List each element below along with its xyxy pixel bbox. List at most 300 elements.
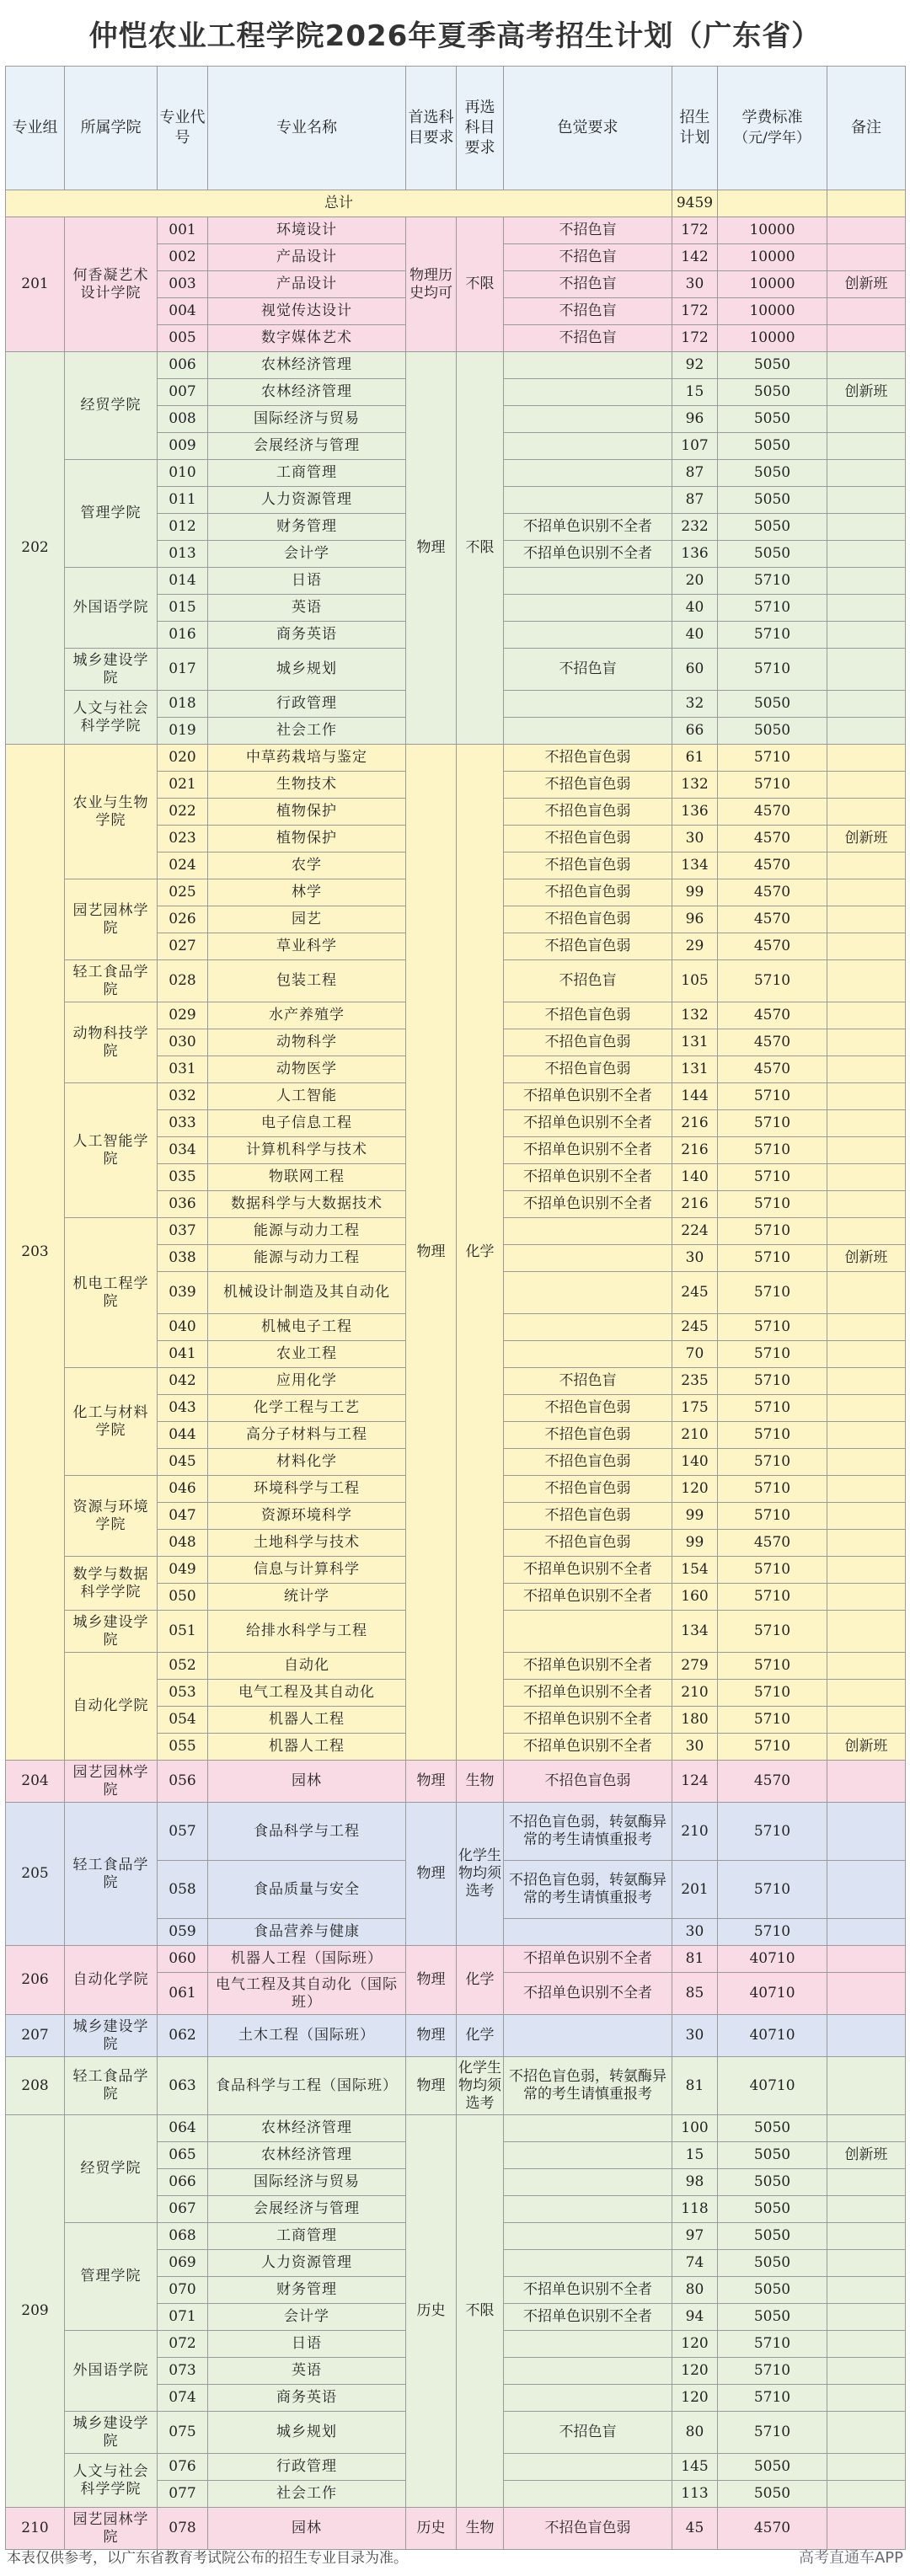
color-vision-cell: [504, 2385, 672, 2412]
color-vision-cell: 不招色盲色弱: [504, 1530, 672, 1557]
college-cell: 城乡建设学院: [65, 2412, 158, 2454]
major-cell: 园林: [208, 1761, 406, 1803]
code-cell: 050: [158, 1584, 208, 1611]
plan-cell: 15: [672, 379, 718, 406]
color-vision-cell: [504, 2454, 672, 2481]
plan-cell: 66: [672, 718, 718, 745]
code-cell: 045: [158, 1449, 208, 1476]
group-cell: 205: [6, 1803, 65, 1946]
note-cell: [827, 1314, 906, 1341]
major-cell: 社会工作: [208, 718, 406, 745]
plan-cell: 201: [672, 1861, 718, 1919]
fee-cell: 5050: [718, 2454, 827, 2481]
header-fee-unit: （元/学年）: [734, 130, 811, 147]
color-vision-cell: 不招单色识别不全者: [504, 2304, 672, 2331]
group-cell: 204: [6, 1761, 65, 1803]
plan-cell: 70: [672, 1341, 718, 1368]
plan-cell: 131: [672, 1029, 718, 1056]
college-cell: 城乡建设学院: [65, 1611, 158, 1653]
note-cell: 创新班: [827, 271, 906, 298]
major-cell: 动物医学: [208, 1056, 406, 1083]
header-note: 备注: [827, 67, 906, 190]
major-cell: 动物科学: [208, 1029, 406, 1056]
note-cell: [827, 745, 906, 772]
fee-cell: 5710: [718, 1734, 827, 1761]
code-cell: 042: [158, 1368, 208, 1395]
note-cell: [827, 960, 906, 1002]
code-cell: 015: [158, 595, 208, 622]
color-vision-cell: [504, 1341, 672, 1368]
code-cell: 025: [158, 879, 208, 906]
major-cell: 产品设计: [208, 244, 406, 271]
plan-cell: 20: [672, 568, 718, 595]
code-cell: 008: [158, 406, 208, 433]
plan-cell: 45: [672, 2508, 718, 2550]
fee-cell: 4570: [718, 1029, 827, 1056]
code-cell: 065: [158, 2142, 208, 2169]
major-cell: 农林经济管理: [208, 2115, 406, 2142]
plan-cell: 99: [672, 1503, 718, 1530]
color-vision-cell: 不招单色识别不全者: [504, 1137, 672, 1164]
color-vision-cell: [504, 1218, 672, 1245]
plan-cell: 175: [672, 1395, 718, 1422]
fee-cell: 5050: [718, 514, 827, 541]
note-cell: [827, 433, 906, 460]
note-cell: [827, 1395, 906, 1422]
fee-cell: 5710: [718, 2385, 827, 2412]
fee-cell: 5710: [718, 1584, 827, 1611]
color-vision-cell: 不招单色识别不全者: [504, 541, 672, 568]
note-cell: [827, 2481, 906, 2508]
color-vision-cell: 不招单色识别不全者: [504, 1191, 672, 1218]
plan-cell: 120: [672, 2358, 718, 2385]
code-cell: 043: [158, 1395, 208, 1422]
fee-cell: 10000: [718, 271, 827, 298]
major-cell: 城乡规划: [208, 649, 406, 691]
color-vision-cell: 不招色盲色弱: [504, 2508, 672, 2550]
major-cell: 园艺: [208, 906, 406, 933]
color-vision-cell: [504, 1919, 672, 1946]
fee-cell: 40710: [718, 2057, 827, 2115]
college-cell: 外国语学院: [65, 2331, 158, 2412]
college-cell: 数学与数据科学学院: [65, 1557, 158, 1611]
color-vision-cell: [504, 1245, 672, 1272]
plan-cell: 131: [672, 1056, 718, 1083]
first-subject-cell: 物理: [406, 2057, 457, 2115]
plan-cell: 216: [672, 1110, 718, 1137]
major-cell: 机械设计制造及其自动化: [208, 1272, 406, 1314]
code-cell: 009: [158, 433, 208, 460]
second-subject-cell: 化学: [457, 1946, 504, 2015]
plan-cell: 140: [672, 1449, 718, 1476]
plan-cell: 210: [672, 1680, 718, 1707]
fee-cell: 5050: [718, 487, 827, 514]
fee-cell: 5050: [718, 433, 827, 460]
note-cell: [827, 1110, 906, 1137]
page-title: 仲恺农业工程学院2026年夏季高考招生计划（广东省）: [88, 19, 822, 53]
color-vision-cell: [504, 406, 672, 433]
college-cell: 化工与材料学院: [65, 1368, 158, 1476]
plan-cell: 30: [672, 826, 718, 852]
plan-cell: 160: [672, 1584, 718, 1611]
color-vision-cell: 不招色盲: [504, 298, 672, 325]
note-cell: [827, 487, 906, 514]
major-cell: 机器人工程: [208, 1707, 406, 1734]
plan-cell: 60: [672, 649, 718, 691]
table-row: [6, 352, 906, 379]
fee-cell: 4570: [718, 933, 827, 960]
fee-cell: 5050: [718, 2250, 827, 2277]
code-cell: 012: [158, 514, 208, 541]
color-vision-cell: [504, 379, 672, 406]
fee-cell: 5710: [718, 622, 827, 649]
code-cell: 066: [158, 2169, 208, 2196]
fee-cell: 5710: [718, 1449, 827, 1476]
plan-cell: 210: [672, 1803, 718, 1861]
major-cell: 食品科学与工程: [208, 1803, 406, 1861]
note-cell: [827, 1002, 906, 1029]
table-row: [6, 1761, 906, 1803]
first-subject-cell: 物理历史均可: [406, 217, 457, 352]
code-cell: 061: [158, 1973, 208, 2015]
plan-cell: 144: [672, 1083, 718, 1110]
fee-cell: 10000: [718, 244, 827, 271]
plan-cell: 120: [672, 2385, 718, 2412]
major-cell: 会展经济与管理: [208, 2196, 406, 2223]
fee-cell: 5710: [718, 960, 827, 1002]
note-cell: [827, 2454, 906, 2481]
plan-cell: 210: [672, 1422, 718, 1449]
second-subject-cell: 不限: [457, 217, 504, 352]
note-cell: [827, 1653, 906, 1680]
major-cell: 财务管理: [208, 514, 406, 541]
major-cell: 园林: [208, 2508, 406, 2550]
fee-cell: 4570: [718, 1761, 827, 1803]
note-cell: [827, 1341, 906, 1368]
note-cell: [827, 1861, 906, 1919]
color-vision-cell: 不招单色识别不全者: [504, 1584, 672, 1611]
fee-cell: 4570: [718, 852, 827, 879]
code-cell: 059: [158, 1919, 208, 1946]
college-cell: 园艺园林学院: [65, 879, 158, 960]
note-cell: [827, 1056, 906, 1083]
second-subject-cell: 不限: [457, 352, 504, 745]
color-vision-cell: 不招色盲色弱: [504, 933, 672, 960]
code-cell: 070: [158, 2277, 208, 2304]
plan-cell: 120: [672, 2331, 718, 2358]
note-cell: [827, 352, 906, 379]
plan-cell: 30: [672, 271, 718, 298]
fee-cell: 10000: [718, 325, 827, 352]
fee-cell: 5710: [718, 2358, 827, 2385]
note-cell: [827, 1707, 906, 1734]
code-cell: 014: [158, 568, 208, 595]
plan-cell: 80: [672, 2412, 718, 2454]
plan-cell: 180: [672, 1707, 718, 1734]
major-cell: 国际经济与贸易: [208, 2169, 406, 2196]
fee-cell: 5710: [718, 1272, 827, 1314]
college-cell: 外国语学院: [65, 568, 158, 649]
color-vision-cell: 不招单色识别不全者: [504, 1707, 672, 1734]
first-subject-cell: 物理: [406, 1803, 457, 1946]
major-cell: 信息与计算科学: [208, 1557, 406, 1584]
color-vision-cell: 不招色盲色弱: [504, 826, 672, 852]
code-cell: 004: [158, 298, 208, 325]
code-cell: 074: [158, 2385, 208, 2412]
major-cell: 工商管理: [208, 2223, 406, 2250]
color-vision-cell: 不招单色识别不全者: [504, 1653, 672, 1680]
second-subject-cell: 化学生物均须选考: [457, 2057, 504, 2115]
header-fee-label: 学费标准: [741, 109, 803, 126]
fee-cell: 5710: [718, 649, 827, 691]
major-cell: 会计学: [208, 541, 406, 568]
fee-cell: 4570: [718, 1002, 827, 1029]
note-cell: [827, 1611, 906, 1653]
code-cell: 020: [158, 745, 208, 772]
major-cell: 财务管理: [208, 2277, 406, 2304]
fee-cell: 5710: [718, 1803, 827, 1861]
second-subject-cell: 生物: [457, 1761, 504, 1803]
major-cell: 国际经济与贸易: [208, 406, 406, 433]
plan-cell: 142: [672, 244, 718, 271]
code-cell: 077: [158, 2481, 208, 2508]
note-cell: [827, 325, 906, 352]
color-vision-cell: [504, 622, 672, 649]
fee-cell: 5710: [718, 1861, 827, 1919]
code-cell: 073: [158, 2358, 208, 2385]
major-cell: 电气工程及其自动化: [208, 1680, 406, 1707]
color-vision-cell: 不招色盲: [504, 325, 672, 352]
note-cell: [827, 2358, 906, 2385]
college-cell: 农业与生物学院: [65, 745, 158, 879]
college-cell: 轻工食品学院: [65, 960, 158, 1002]
major-cell: 视觉传达设计: [208, 298, 406, 325]
code-cell: 052: [158, 1653, 208, 1680]
total-value: 9459: [672, 190, 718, 217]
note-cell: [827, 541, 906, 568]
plan-cell: 98: [672, 2169, 718, 2196]
note-cell: [827, 1191, 906, 1218]
code-cell: 049: [158, 1557, 208, 1584]
header-code: 专业代号: [158, 67, 208, 190]
color-vision-cell: 不招色盲色弱: [504, 906, 672, 933]
college-cell: 经贸学院: [65, 352, 158, 460]
plan-cell: 61: [672, 745, 718, 772]
note-cell: [827, 879, 906, 906]
college-cell: 经贸学院: [65, 2115, 158, 2223]
note-cell: [827, 1503, 906, 1530]
code-cell: 068: [158, 2223, 208, 2250]
fee-cell: 5050: [718, 352, 827, 379]
major-cell: 商务英语: [208, 2385, 406, 2412]
note-cell: [827, 1761, 906, 1803]
note-cell: [827, 1530, 906, 1557]
code-cell: 057: [158, 1803, 208, 1861]
note-cell: [827, 1803, 906, 1861]
code-cell: 028: [158, 960, 208, 1002]
code-cell: 069: [158, 2250, 208, 2277]
fee-cell: 5710: [718, 1245, 827, 1272]
major-cell: 能源与动力工程: [208, 1218, 406, 1245]
color-vision-cell: 不招色盲: [504, 271, 672, 298]
major-cell: 数字媒体艺术: [208, 325, 406, 352]
color-vision-cell: 不招色盲: [504, 2412, 672, 2454]
plan-cell: 134: [672, 1611, 718, 1653]
color-vision-cell: 不招色盲色弱: [504, 1056, 672, 1083]
note-cell: 创新班: [827, 826, 906, 852]
note-cell: [827, 718, 906, 745]
plan-cell: 216: [672, 1137, 718, 1164]
footer-note: 本表仅供参考，以广东省教育考试院公布的招生专业目录为准。: [7, 2550, 408, 2567]
plan-cell: 87: [672, 460, 718, 487]
color-vision-cell: [504, 460, 672, 487]
major-cell: 化学工程与工艺: [208, 1395, 406, 1422]
note-cell: [827, 217, 906, 244]
major-cell: 计算机科学与技术: [208, 1137, 406, 1164]
first-subject-cell: 物理: [406, 745, 457, 1761]
code-cell: 018: [158, 691, 208, 718]
plan-cell: 172: [672, 298, 718, 325]
color-vision-cell: 不招色盲色弱: [504, 1395, 672, 1422]
college-cell: 资源与环境学院: [65, 1476, 158, 1557]
fee-cell: 5710: [718, 1557, 827, 1584]
group-cell: 207: [6, 2015, 65, 2057]
enrollment-plan-table: [5, 66, 906, 2550]
note-cell: [827, 1449, 906, 1476]
plan-cell: 30: [672, 1734, 718, 1761]
college-cell: 人工智能学院: [65, 1083, 158, 1218]
header-group: 专业组: [6, 67, 65, 190]
code-cell: 046: [158, 1476, 208, 1503]
color-vision-cell: [504, 691, 672, 718]
plan-cell: 235: [672, 1368, 718, 1395]
fee-cell: 5710: [718, 1503, 827, 1530]
major-cell: 农业工程: [208, 1341, 406, 1368]
code-cell: 041: [158, 1341, 208, 1368]
major-cell: 统计学: [208, 1584, 406, 1611]
plan-cell: 32: [672, 691, 718, 718]
fee-cell: 5710: [718, 1341, 827, 1368]
header-color-vision: 色觉要求: [504, 67, 672, 190]
fee-cell: 5710: [718, 1653, 827, 1680]
major-cell: 农林经济管理: [208, 352, 406, 379]
plan-cell: 96: [672, 906, 718, 933]
college-cell: 管理学院: [65, 2223, 158, 2331]
color-vision-cell: 不招色盲色弱，转氨酶异常的考生请慎重报考: [504, 1861, 672, 1919]
color-vision-cell: [504, 433, 672, 460]
color-vision-cell: [504, 1314, 672, 1341]
color-vision-cell: [504, 2015, 672, 2057]
major-cell: 产品设计: [208, 271, 406, 298]
major-cell: 会计学: [208, 2304, 406, 2331]
note-cell: [827, 649, 906, 691]
college-cell: 城乡建设学院: [65, 2015, 158, 2057]
major-cell: 会展经济与管理: [208, 433, 406, 460]
fee-cell: 4570: [718, 2508, 827, 2550]
major-cell: 数据科学与大数据技术: [208, 1191, 406, 1218]
major-cell: 植物保护: [208, 799, 406, 826]
major-cell: 食品营养与健康: [208, 1919, 406, 1946]
fee-cell: 5050: [718, 2223, 827, 2250]
college-cell: 人文与社会科学学院: [65, 691, 158, 745]
total-label: 总计: [6, 190, 672, 217]
second-subject-cell: 生物: [457, 2508, 504, 2550]
plan-cell: 118: [672, 2196, 718, 2223]
table-row: [6, 2015, 906, 2057]
code-cell: 039: [158, 1272, 208, 1314]
code-cell: 003: [158, 271, 208, 298]
fee-cell: 4570: [718, 1530, 827, 1557]
major-cell: 人力资源管理: [208, 2250, 406, 2277]
plan-cell: 92: [672, 352, 718, 379]
color-vision-cell: 不招色盲色弱，转氨酶异常的考生请慎重报考: [504, 1803, 672, 1861]
color-vision-cell: 不招色盲: [504, 649, 672, 691]
first-subject-cell: 历史: [406, 2508, 457, 2550]
plan-cell: 245: [672, 1314, 718, 1341]
fee-cell: 5050: [718, 2304, 827, 2331]
fee-cell: 40710: [718, 2015, 827, 2057]
note-cell: [827, 460, 906, 487]
code-cell: 016: [158, 622, 208, 649]
note-cell: [827, 2385, 906, 2412]
code-cell: 005: [158, 325, 208, 352]
note-cell: [827, 2169, 906, 2196]
color-vision-cell: [504, 1611, 672, 1653]
fee-cell: 4570: [718, 826, 827, 852]
note-cell: [827, 1137, 906, 1164]
major-cell: 农林经济管理: [208, 379, 406, 406]
color-vision-cell: [504, 718, 672, 745]
note-cell: 创新班: [827, 2142, 906, 2169]
code-cell: 063: [158, 2057, 208, 2115]
major-cell: 英语: [208, 595, 406, 622]
plan-cell: 94: [672, 2304, 718, 2331]
major-cell: 人力资源管理: [208, 487, 406, 514]
color-vision-cell: 不招单色识别不全者: [504, 1164, 672, 1191]
group-cell: 203: [6, 745, 65, 1761]
plan-cell: 245: [672, 1272, 718, 1314]
note-cell: [827, 1218, 906, 1245]
fee-cell: 5050: [718, 2277, 827, 2304]
plan-cell: 136: [672, 799, 718, 826]
note-cell: [827, 1164, 906, 1191]
plan-cell: 154: [672, 1557, 718, 1584]
code-cell: 076: [158, 2454, 208, 2481]
major-cell: 土地科学与技术: [208, 1530, 406, 1557]
color-vision-cell: 不招色盲色弱: [504, 1503, 672, 1530]
major-cell: 机械电子工程: [208, 1314, 406, 1341]
table-row: [6, 2057, 906, 2115]
code-cell: 072: [158, 2331, 208, 2358]
fee-cell: 5710: [718, 1368, 827, 1395]
note-cell: [827, 1919, 906, 1946]
plan-cell: 81: [672, 2057, 718, 2115]
group-cell: 201: [6, 217, 65, 352]
plan-cell: 29: [672, 933, 718, 960]
color-vision-cell: 不招单色识别不全者: [504, 1083, 672, 1110]
college-cell: 自动化学院: [65, 1653, 158, 1761]
plan-cell: 132: [672, 772, 718, 799]
code-cell: 078: [158, 2508, 208, 2550]
color-vision-cell: 不招色盲色弱: [504, 1476, 672, 1503]
note-cell: [827, 2304, 906, 2331]
plan-cell: 172: [672, 217, 718, 244]
major-cell: 能源与动力工程: [208, 1245, 406, 1272]
code-cell: 017: [158, 649, 208, 691]
major-cell: 农林经济管理: [208, 2142, 406, 2169]
code-cell: 024: [158, 852, 208, 879]
first-subject-cell: 物理: [406, 1946, 457, 2015]
